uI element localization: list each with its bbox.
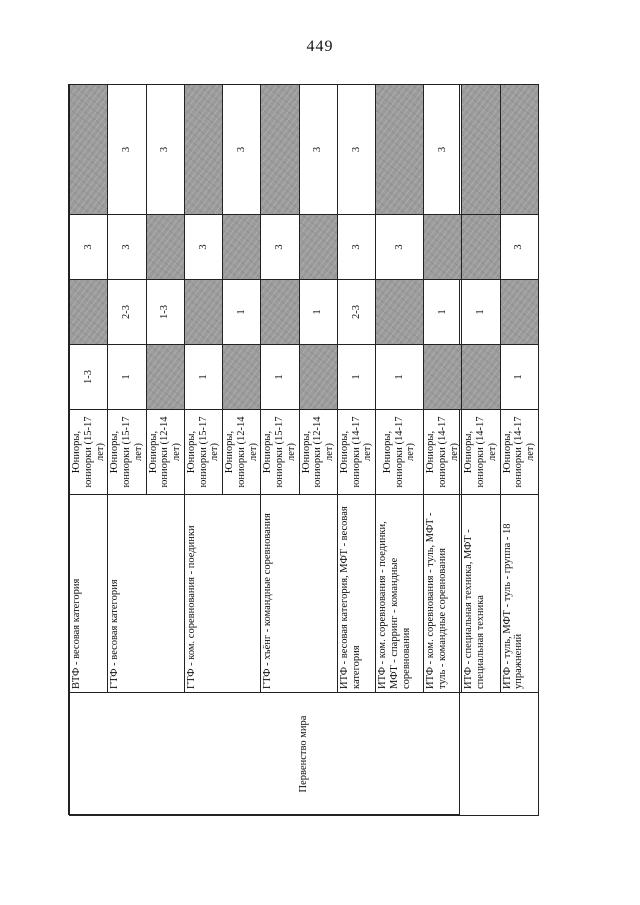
value-cell: 1 [337,345,375,410]
age-group-cell: Юниоры, юниорки (14-17 лет) [500,410,538,495]
shaded-cell [146,215,184,280]
shaded-cell [462,345,500,410]
value-cell: 1 [462,280,500,345]
shaded-cell [500,85,538,215]
event-cell: ВТФ - весовая категория [70,495,108,693]
shaded-cell [424,345,462,410]
shaded-cell [70,280,108,345]
value-cell: 3 [337,85,375,215]
rotated-table-frame [68,84,536,815]
table-row [70,85,108,816]
shaded-cell [299,215,337,280]
event-cell: ИТФ - ком. соревнования - поединки, МФТ - спарринг - командные соревнования [376,495,424,693]
age-group-cell: Юниоры, юниорки (14-17 лет) [462,410,500,495]
event-cell: ГТФ - хъёнг - командные соревнования [261,495,338,693]
event-cell: ИТФ - специальная техника, МФТ - специальная техника [462,495,500,693]
value-cell: 3 [500,215,538,280]
age-group-cell: Юниоры, юниорки (14-17 лет) [424,410,462,495]
value-cell: 1-3 [70,345,108,410]
shaded-cell [146,345,184,410]
shaded-cell [223,345,261,410]
age-group-cell: Юниоры, юниорки (15-17 лет) [184,410,222,495]
event-cell: ИТФ - ком. соревнования - туль, МФТ - туль - командные соревнования [424,495,462,693]
shaded-cell [184,85,222,215]
age-group-cell: Юниоры, юниорки (12-14 лет) [223,410,261,495]
shaded-cell [261,280,299,345]
event-cell: ИТФ - туль, МФТ - туль - группа - 18 упражнений [500,495,538,693]
age-group-cell: Юниоры, юниорки (15-17 лет) [261,410,299,495]
value-cell: 3 [108,85,146,215]
event-cell: ГТФ - весовая категория [108,495,185,693]
shaded-cell [184,280,222,345]
value-cell: 3 [108,215,146,280]
age-group-cell: Юниоры, юниорки (12-14 лет) [146,410,184,495]
shaded-cell [500,280,538,345]
age-group-cell: Юниоры, юниорки (14-17 лет) [376,410,424,495]
value-cell: 3 [424,85,462,215]
page-number: 449 [306,38,334,55]
value-cell: 1 [108,345,146,410]
value-cell: 1 [299,280,337,345]
value-cell: 3 [70,215,108,280]
value-cell: 3 [146,85,184,215]
value-cell: 3 [184,215,222,280]
shaded-cell [462,85,500,215]
value-cell: 1 [376,345,424,410]
value-cell: 1 [500,345,538,410]
results-table [69,84,539,816]
age-group-cell: Юниоры, юниорки (15-17 лет) [108,410,146,495]
rotated-table-container [69,85,536,816]
age-group-cell: Юниоры, юниорки (14-17 лет) [337,410,375,495]
shaded-cell [376,280,424,345]
value-cell: 3 [223,85,261,215]
value-cell: 2-3 [108,280,146,345]
value-cell: 3 [299,85,337,215]
value-cell: 1-3 [146,280,184,345]
event-cell: ИТФ - весовая категория, МФТ - весовая категория [337,495,375,693]
value-cell: 2-3 [337,280,375,345]
shaded-cell [261,85,299,215]
shaded-cell [299,345,337,410]
value-cell: 1 [184,345,222,410]
value-cell: 3 [261,215,299,280]
value-cell: 3 [376,215,424,280]
value-cell: 1 [424,280,462,345]
shaded-cell [223,215,261,280]
age-group-cell: Юниоры, юниорки (12-14 лет) [299,410,337,495]
shaded-cell [70,85,108,215]
shaded-cell [462,215,500,280]
value-cell: 1 [261,345,299,410]
value-cell: 1 [223,280,261,345]
age-group-cell: Юниоры, юниорки (15-17 лет) [70,410,108,495]
shaded-cell [424,215,462,280]
shaded-cell [376,85,424,215]
competition-cell: Первенство мира [70,693,539,816]
value-cell: 3 [337,215,375,280]
event-cell: ГТФ - ком. соревнования - поединки [184,495,261,693]
